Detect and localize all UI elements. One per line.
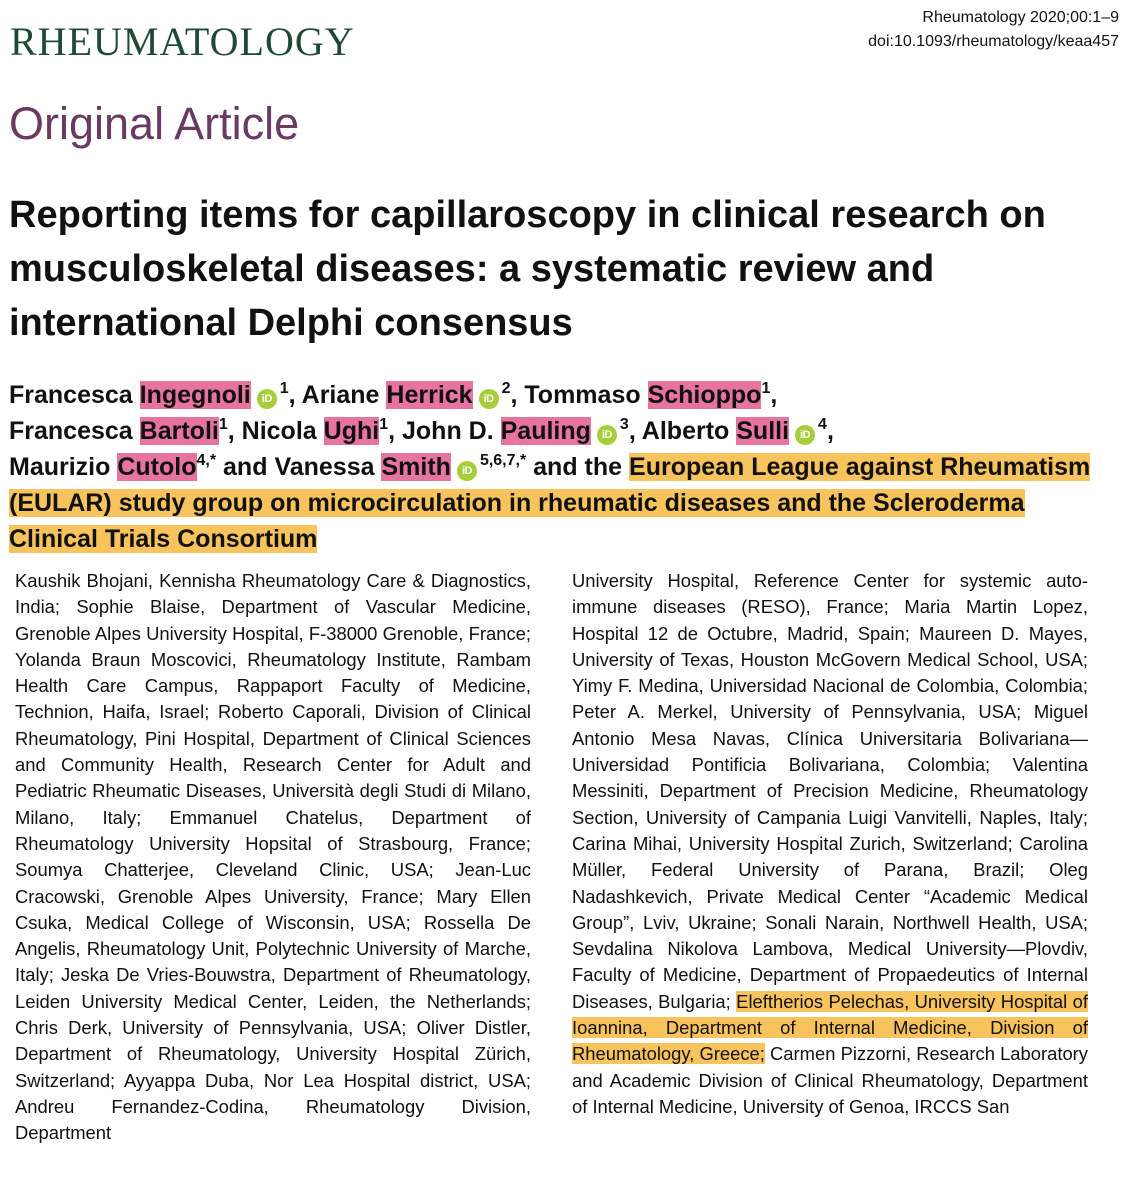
collaborators-right-column (572, 568, 1088, 1172)
citation-block (868, 6, 1119, 54)
affiliation-sup: 5,6,7,* (479, 452, 527, 469)
author-first-name: Alberto (641, 417, 730, 445)
section-label: Original Article (9, 98, 300, 149)
author-first-name: Francesca (9, 381, 133, 409)
author-list: Francesca Ingegnoli $iD^1$, Ariane Herrick $iD^2$, Tommaso Schioppo$^1$, Francesca Bartoli$^1$, Nicola Ughi$^1$, John D. Pauling $iD^3$, Alberto Sulli $iD^4$, Maurizio Cutolo$^{4,*}$ and Vanessa Smith $iD^{5,6,7,*}$ and the European League against Rheumatism (EULAR) study group on microcirculation in rheumatic diseases and the Scleroderma Clinical Trials Consortium (9, 380, 1091, 553)
author-first-name: John D. (402, 417, 494, 445)
author-first-name: Maurizio (9, 453, 111, 481)
orcid-icon[interactable]: iD (457, 461, 477, 481)
author-last-name: Ingegnoli (139, 381, 251, 409)
citation-line: Rheumatology 2020;00:1–9 (922, 9, 1119, 26)
author-last-name: Ughi (323, 417, 380, 445)
study-group-name: European League against Rheumatism (EULAR) study group on microcirculation in rheumatic diseases and the Scleroderma Clinical Trials Consortium (9, 453, 1091, 553)
affiliation-sup: 2 (501, 380, 511, 397)
affiliation-sup: 4 (818, 416, 827, 433)
affiliation-sup: 1 (218, 416, 228, 433)
orcid-icon[interactable]: iD (795, 425, 815, 445)
author-last-name: Pauling (500, 417, 591, 445)
affiliation-sup: 1 (279, 380, 289, 397)
affiliation-sup: 4,* (196, 452, 217, 469)
affiliation-sup: 1 (761, 380, 771, 397)
article-title: Reporting items for capillaroscopy in clinical research on musculoskeletal diseases: a systematic review and international Delphi consensus (9, 194, 1046, 344)
affiliation-sup: 1 (379, 416, 389, 433)
author-first-name: Nicola (241, 417, 317, 445)
conjunction-and: and (223, 453, 268, 481)
author-first-name: Vanessa (274, 453, 375, 481)
collaborators-text: University Hospital, Reference Center for systemic auto-immune diseases (RESO), France; Maria Martin Lopez, Hospital 12 de Octubre, Madrid, Spain; Maureen D. Mayes, University of Texas, Houston McGovern Medical School, USA; Yimy F. Medina, Universidad Nacional de Colombia, Colombia; Peter A. Merkel, University of Pennsylvania, USA; Miguel Antonio Mesa Navas, Clínica Universitaria Bolivariana—Universidad Pontificia Bolivariana, Colombia; Valentina Messiniti, Department of Precision Medicine, Rheumatology Section, University of Campania Luigi Vanvitelli, Naples, Italy; Carina Mihai, University Hospital Zurich, Switzerland; Carolina Müller, Federal University of Parana, Brazil; Oleg Nadashkevich, Private Medical Center “Academic Medical Group”, Lviv, Ukraine; Sonali Narain, Northwell Health, USA; Sevdalina Nikolova Lambova, Medical University—Plovdiv, Faculty of Medicine, Department of Propaedeutics of Internal Diseases, Bulgaria; (572, 570, 1088, 1012)
collaborators-left-column: Kaushik Bhojani, Kennisha Rheumatology Care & Diagnostics, India; Sophie Blaise, Department of Vascular Medicine, Grenoble Alpes University Hospital, F-38000 Grenoble, France; Yolanda Braun Moscovici, Rheumatology Institute, Rambam Health Care Campus, Rappaport Faculty of Medicine, Technion, Haifa, Israel; Roberto Caporali, Division of Clinical Rheumatology, Pini Hospital, Department of Clinical Sciences and Community Health, Research Center for Adult and Pediatric Rheumatic Diseases, Università degli Studi di Milano, Milano, Italy; Emmanuel Chatelus, Department of Rheumatology University Hopsital of Strasbourg, France; Soumya Chatterjee, Cleveland Clinic, USA; Jean-Luc Cracowski, Grenoble Alpes University, France; Mary Ellen Csuka, Medical College of Wisconsin, USA; Rossella De Angelis, Rheumatology Unit, Polytechnic University of Marche, Italy; Jeska De Vries-Bouwstra, Department of Rheumatology, Leiden University Medical Center, Leiden, the Netherlands; Chris Derk, University of Pennsylvania, USA; Oliver Distler, Department of Rheumatology, University Hospital Zürich, Switzerland; Ayyappa Duba, Nor Lea Hospital district, USA; Andreu Fernandez-Codina, Rheumatology Division, Department (15, 570, 531, 1144)
orcid-icon[interactable]: iD (479, 389, 499, 409)
author-first-name: Ariane (301, 381, 380, 409)
orcid-icon[interactable]: iD (257, 389, 277, 409)
author-first-name: Francesca (9, 417, 133, 445)
highlighted-collaborator: Eleftherios Pelechas, University Hospital of Ioannina, Department of Internal Medicine, Division of Rheumatology, Greece; (572, 990, 1088, 1065)
author-last-name: Schioppo (647, 381, 762, 409)
author-last-name: Sulli (736, 417, 790, 445)
orcid-icon[interactable]: iD (597, 425, 617, 445)
collaborators-text: Carmen Pizzorni, Research Laboratory and Academic Division of Clinical Rheumatology, Department of Internal Medicine, University of Genoa, IRCCS San (572, 1043, 1088, 1117)
author-last-name: Bartoli (139, 417, 219, 445)
author-last-name: Smith (381, 453, 451, 481)
author-first-name: Tommaso (524, 381, 641, 409)
affiliation-sup: 3 (619, 416, 629, 433)
author-last-name: Cutolo (117, 453, 197, 481)
journal-name: RHEUMATOLOGY (10, 19, 355, 64)
conjunction-and-the: and the (533, 453, 623, 481)
author-last-name: Herrick (386, 381, 473, 409)
doi-link[interactable]: doi:10.1093/rheumatology/keaa457 (868, 33, 1119, 50)
